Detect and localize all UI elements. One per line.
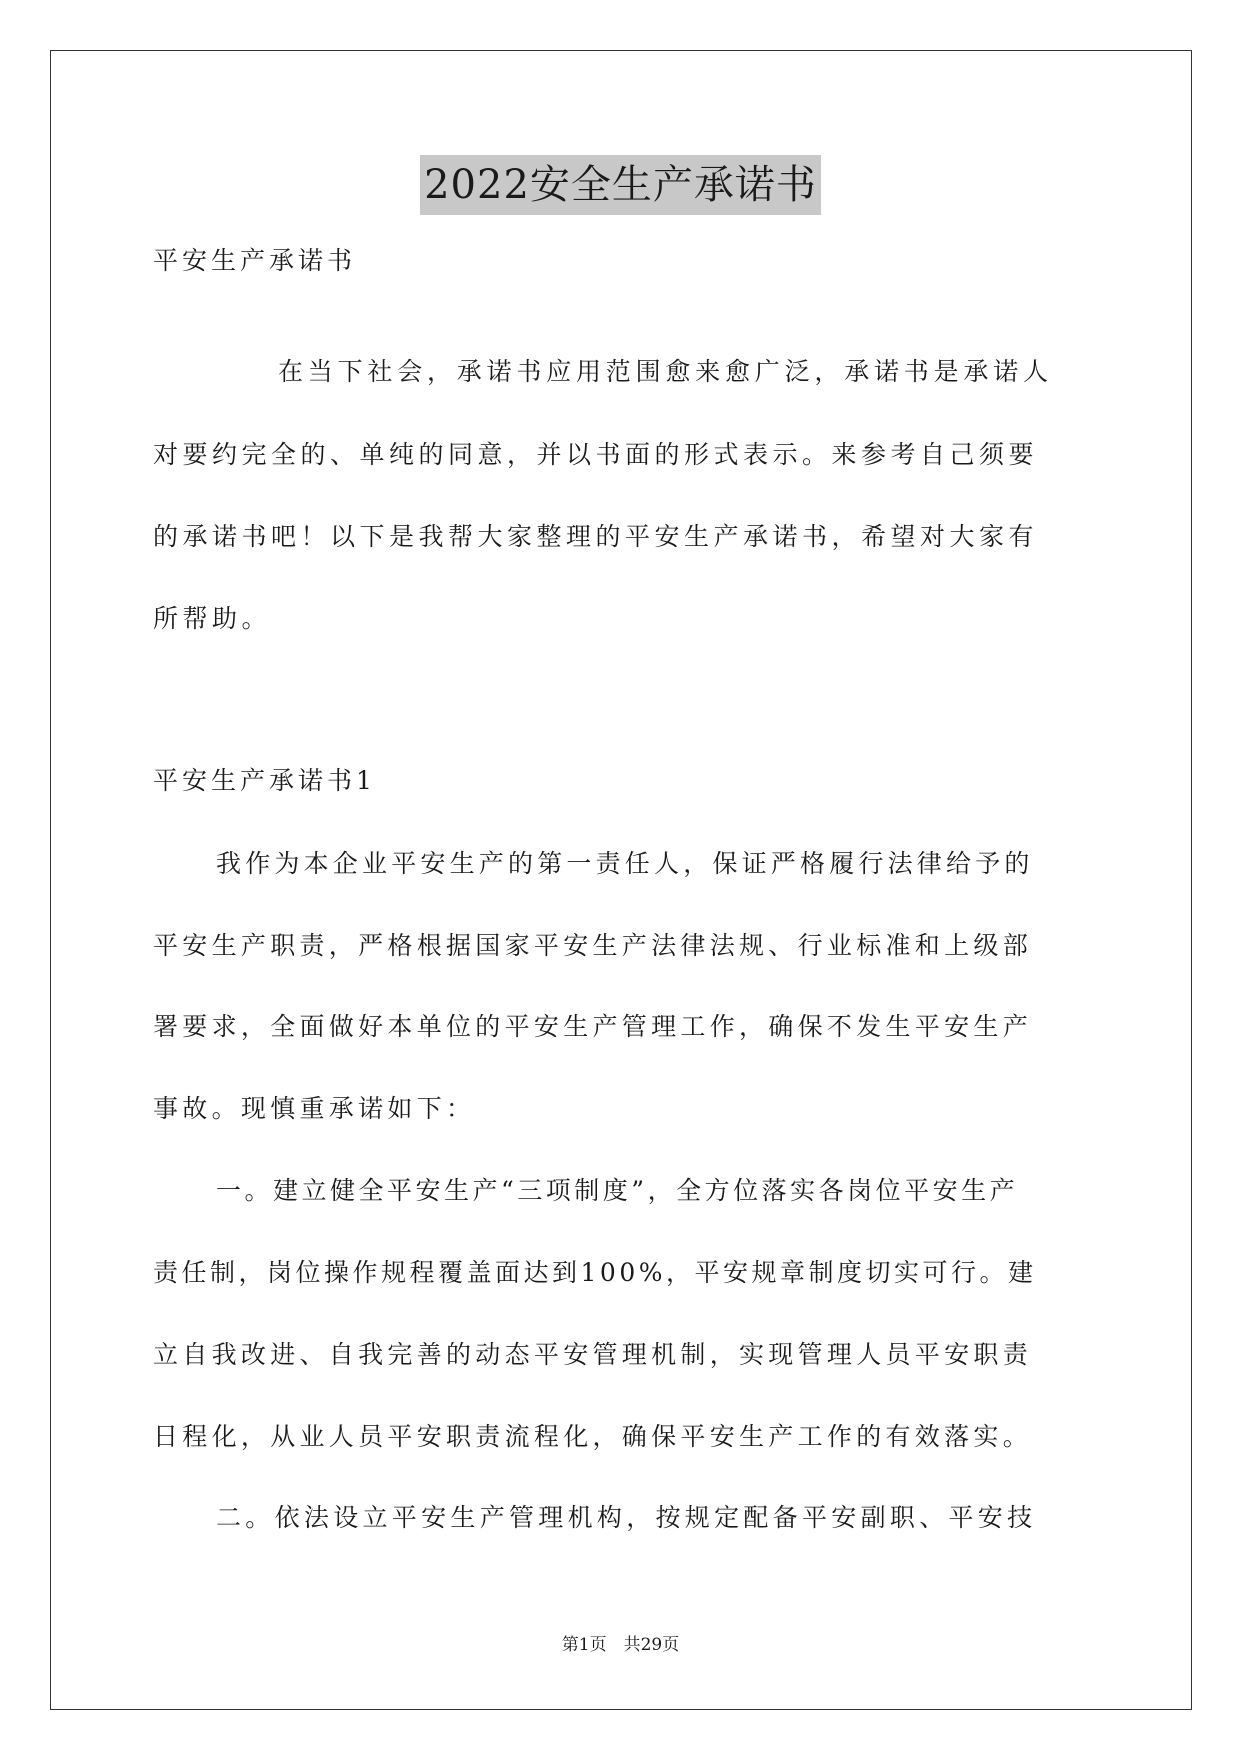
intro-line: 对要约完全的、单纯的同意，并以书面的形式表示。来参考自己须要 (153, 440, 1039, 469)
page-number: 1 (578, 1635, 590, 1655)
total-suffix: 页 (662, 1635, 680, 1655)
document-title: 2022安全生产承诺书 (420, 155, 821, 215)
paragraph-line: 我作为本企业平安生产的第一责任人，保证严格履行法律给予的 (216, 849, 1034, 878)
paragraph-line: 立自我改进、自我完善的动态平安管理机制，实现管理人员平安职责 (153, 1340, 1033, 1369)
page-footer (0, 1633, 1241, 1657)
total-prefix: 共 (623, 1635, 641, 1655)
total-pages: 29 (640, 1635, 663, 1655)
paragraph-line: 事故。现慎重承诺如下： (153, 1094, 476, 1123)
paragraph-line: 署要求，全面做好本单位的平安生产管理工作，确保不发生平安生产 (153, 1012, 1033, 1041)
intro-heading: 平安生产承诺书 (153, 246, 357, 275)
intro-line: 的承诺书吧！以下是我帮大家整理的平安生产承诺书，希望对大家有 (153, 522, 1039, 551)
intro-line: 所帮助。 (153, 604, 272, 633)
paragraph-line: 日程化，从业人员平安职责流程化，确保平安生产工作的有效落实。 (153, 1422, 1033, 1451)
section-heading: 平安生产承诺书1 (153, 766, 376, 795)
paragraph-line: 二。依法设立平安生产管理机构，按规定配备平安副职、平安技 (216, 1503, 1037, 1532)
paragraph-line: 责任制，岗位操作规程覆盖面达到100%，平安规章制度切实可行。建 (153, 1258, 1037, 1287)
page-prefix: 第 (561, 1635, 579, 1655)
page-suffix: 页 (589, 1635, 607, 1655)
intro-line: 在当下社会，承诺书应用范围愈来愈广泛，承诺书是承诺人 (278, 357, 1053, 386)
paragraph-line: 一。建立健全平安生产“三项制度”，全方位落实各岗位平安生产 (216, 1176, 1019, 1205)
paragraph-line: 平安生产职责，严格根据国家平安生产法律法规、行业标准和上级部 (153, 931, 1033, 960)
document-title-wrap (0, 155, 1241, 215)
